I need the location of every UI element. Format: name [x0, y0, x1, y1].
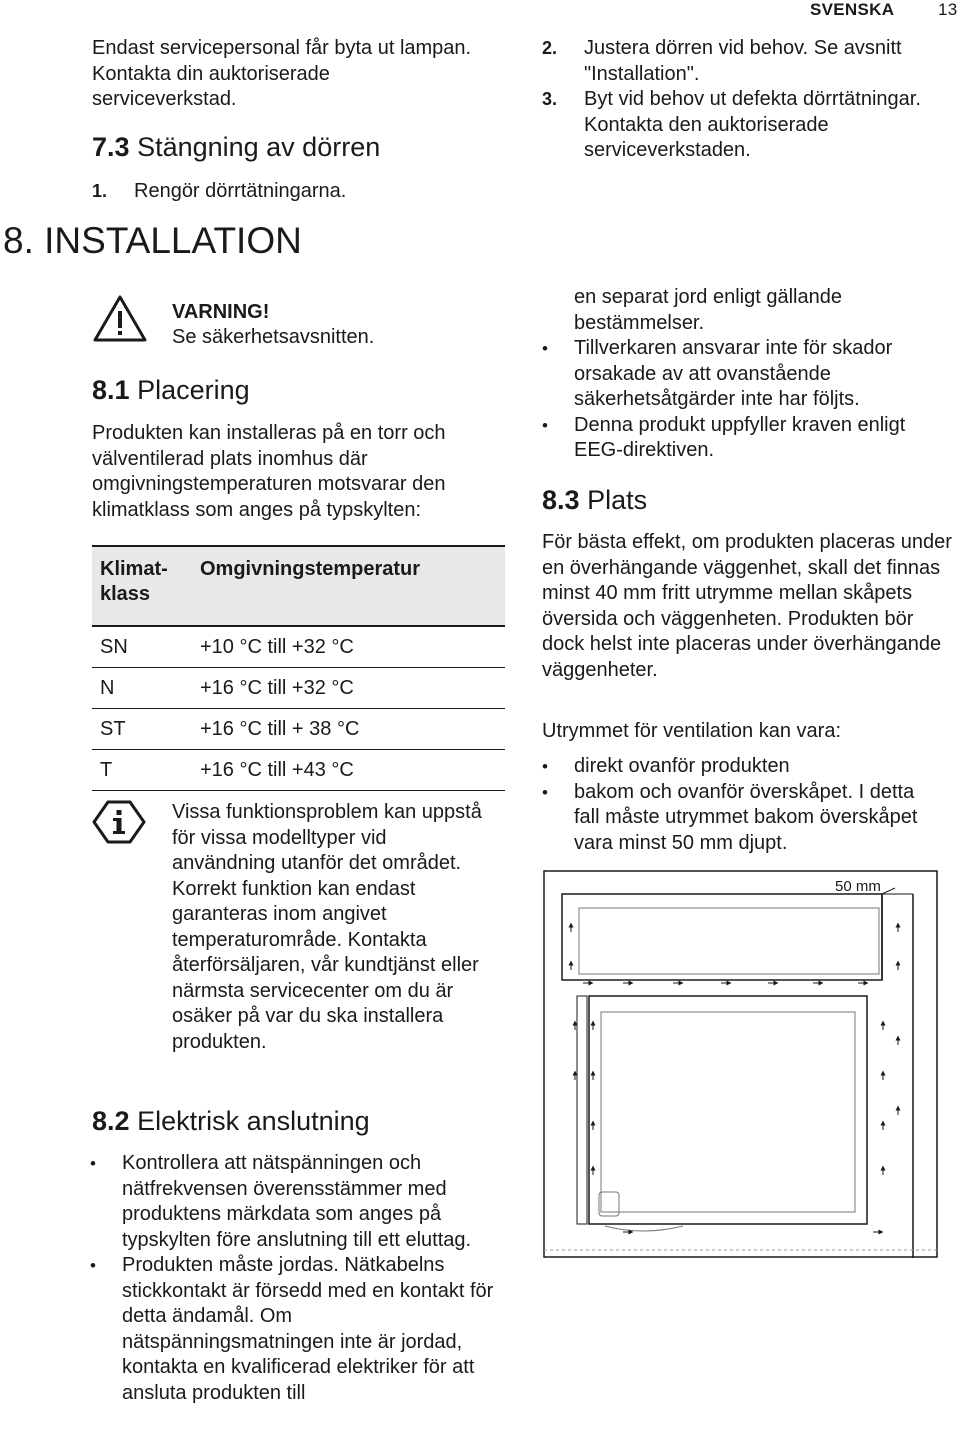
- location-paragraph: För bästa effekt, om produkten placeras under en överhängande väggenhet, skall det finnas minst 40 mm fritt utrymme mellan skåpets översida och väggenheten. Produkten bör dock helst inte placeras under överhängande väggenheter.: [542, 531, 952, 681]
- list-item: • Tillverkaren ansvarar inte för skador orsakade av att ovanstående säkerhetsåtgärder inte har följts.: [542, 336, 942, 413]
- steps-list-left: [92, 179, 492, 205]
- list-item: • direkt ovanför produkten: [542, 754, 942, 780]
- step-item: 1. Rengör dörrtätningarna.: [92, 180, 347, 202]
- page-number: 13: [938, 0, 958, 19]
- table-row: ST +16 °C till + 38 °C: [92, 709, 505, 750]
- section-8-3-heading: 8.3 Plats: [542, 485, 648, 515]
- section-8-2-heading: 8.2 Elektrisk anslutning: [92, 1106, 370, 1136]
- step-item: 2. Justera dörren vid behov. Se avsnitt "Installation".: [542, 37, 902, 85]
- warning-triangle-icon: [92, 294, 148, 344]
- section-8-heading: 8. INSTALLATION: [3, 220, 302, 261]
- section-8-1-heading: 8.1 Placering: [92, 375, 250, 405]
- info-text: Vissa funktionsproblem kan uppstå för vissa modelltyper vid användning utanför det området. Korrekt funktion kan endast garanteras inom angivet temperaturområde. Kontakta återförsäljaren, vår kundtjänst eller närmsta servicecenter om du är osäker på var du ska installera produkten.: [172, 801, 482, 1053]
- ventilation-intro: Utrymmet för ventilation kan vara:: [542, 720, 841, 742]
- placement-paragraph: Produkten kan installeras på en torr och välventilerad plats inomhus där omgivningstemperaturen motsvarar den klimatklass som anges på typskylten:: [92, 422, 446, 521]
- dimension-label: 50 mm: [835, 878, 881, 895]
- warning-text: Se säkerhetsavsnitten.: [172, 326, 375, 348]
- col-header-temp: Omgivningstemperatur: [200, 558, 421, 580]
- table-row: N +16 °C till +32 °C: [92, 668, 505, 709]
- page-language: SVENSKA: [810, 0, 895, 19]
- list-item: • Denna produkt uppfyller kraven enligt EEG-direktiven.: [542, 413, 942, 464]
- table-header-row: [92, 546, 505, 626]
- ventilation-diagram: [543, 870, 938, 1258]
- step-item: 3. Byt vid behov ut defekta dörrtätningar. Kontakta den auktoriserade serviceverkstaden.: [542, 88, 921, 161]
- list-item: • Kontrollera att nätspänningen och nätfrekvensen överensstämmer med produktens märkdata som anges på typskylten före anslutning till ett eluttag.: [90, 1151, 505, 1253]
- electrical-continuation: en separat jord enligt gällande bestämmelser.: [574, 286, 842, 334]
- warning-title: VARNING!: [172, 301, 270, 323]
- list-item: • Produkten måste jordas. Nätkabelns stickkontakt är försedd med en kontakt för detta ändamål. Om nätspänningsmatningen inte är jordad, kontakta en kvalificerad elektriker för att ansluta produkten till: [90, 1253, 505, 1406]
- col-header-class: Klimat-klass: [100, 558, 168, 605]
- electrical-bullets-right: [542, 336, 942, 464]
- steps-list-right: [542, 36, 942, 164]
- info-icon: [92, 800, 146, 844]
- table-row: SN +10 °C till +32 °C: [92, 626, 505, 668]
- lamp-text: Endast servicepersonal får byta ut lampan. Kontakta din auktoriserade serviceverkstad.: [92, 37, 472, 110]
- ventilation-bullets: [542, 754, 942, 856]
- electrical-bullets: [90, 1151, 505, 1406]
- list-item: • bakom och ovanför överskåpet. I detta fall måste utrymmet bakom överskåpet vara minst 50 mm djupt.: [542, 780, 942, 857]
- section-7-3-heading: 7.3 Stängning av dörren: [92, 132, 381, 162]
- climate-class-table: [92, 545, 505, 791]
- table-row: T +16 °C till +43 °C: [92, 750, 505, 791]
